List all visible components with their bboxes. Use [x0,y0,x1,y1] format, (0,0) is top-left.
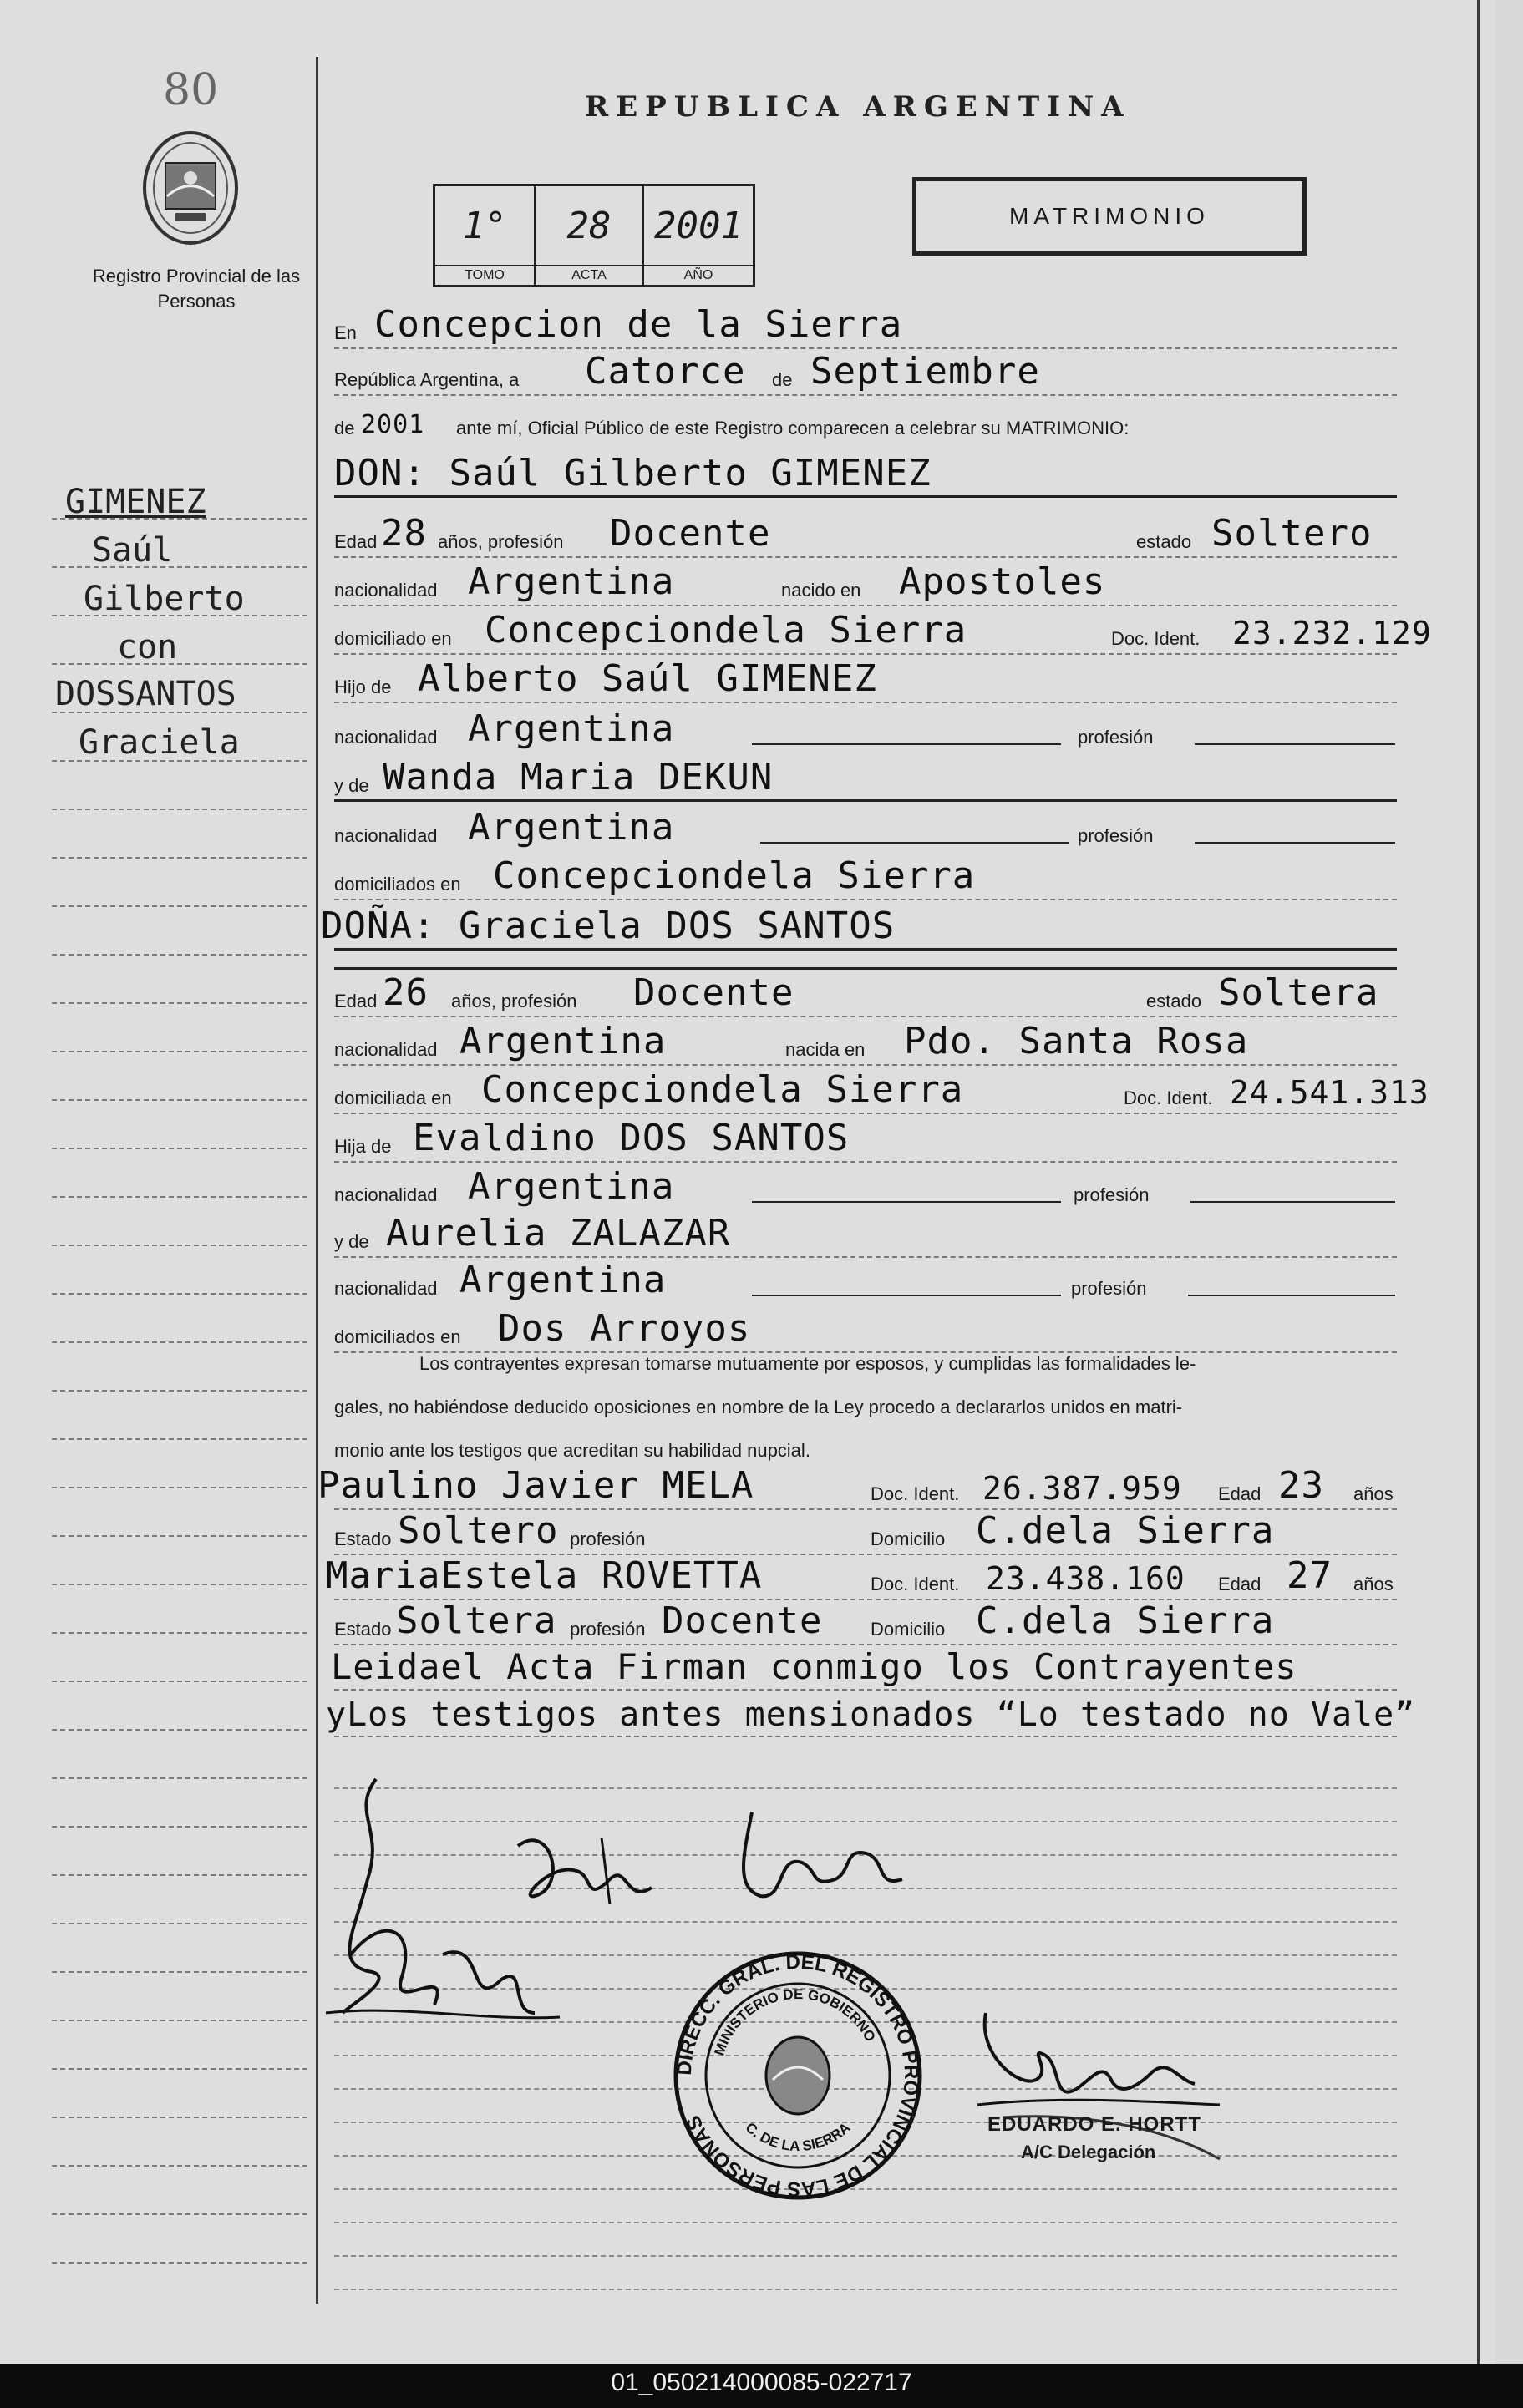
bride-father-nationality-row [334,1165,1397,1214]
bride-father-row [334,1117,1397,1166]
witness-2-profession: Docente [662,1599,823,1642]
groom-age-row [334,512,1397,561]
witness-2-details-row [334,1599,1397,1649]
declaration-line: gales, no habiéndose deducido oposiciones en nombre de la Ley procedo a declararlos unidos en matri- [334,1397,1183,1417]
label-nacionalidad: nacionalidad [334,727,438,748]
label-anos: años [1353,1483,1394,1504]
groom-father-row [334,657,1397,707]
margin-ruled-line [52,1051,307,1052]
label-nacida: nacida en [785,1039,866,1060]
margin-ruled-line [52,1438,307,1440]
closing-row [326,1696,1416,1741]
label-domiciliada: domiciliada en [334,1087,452,1108]
declaration-line: monio ante los testigos que acreditan su habilidad nupcial. [334,1440,810,1461]
bride-heading-row [321,905,1397,954]
groom-age: 28 [381,512,427,555]
date-year: 2001 [361,410,425,439]
label-profesion: profesión [570,1619,646,1640]
tomo-label: TOMO [435,265,534,283]
stamp-inner-text: MINISTERIO DE GOBIERNO [711,1985,879,2058]
groom-name: DON: Saúl Gilberto GIMENEZ [334,452,932,494]
margin-ruled-line [52,1245,307,1246]
bride-parents-domicile-row [334,1307,1397,1356]
appearance-statement: ante mí, Oficial Público de este Registro comparecen a celebrar su MATRIMONIO: [456,418,1130,439]
ruled-line [334,2222,1397,2223]
declaration-line: Los contrayentes expresan tomarse mutuamente por esposos, y cumplidas las formalidades le- [419,1353,1196,1374]
margin-ruled-line [52,2020,307,2021]
bride-doc: 24.541.313 [1230,1074,1429,1111]
label-estado: estado [1146,991,1202,1011]
label-doc: Doc. Ident. [871,1574,960,1594]
margin-ruled-line [52,2262,307,2264]
label-anos-profesion: años, profesión [438,531,564,552]
groom-domicile: Concepciondela Sierra [485,609,967,651]
label-nacionalidad: nacionalidad [334,1039,438,1060]
label-doc: Doc. Ident. [871,1483,960,1504]
margin-ruled-line [52,1099,307,1101]
margin-ruled-line [52,566,307,568]
bride-mother-row [334,1212,1397,1261]
official-name: EDUARDO E. HORTT [987,2113,1201,2136]
margin-ruled-line [52,1971,307,1973]
label-domiciliado: domiciliado en [334,628,452,649]
groom-nationality-row [334,560,1397,610]
label-yde: y de [334,1231,369,1252]
groom-domicile-row [334,609,1432,658]
label-nacido: nacido en [781,580,861,601]
label-estado: Estado [334,1619,392,1640]
label-profesion: profesión [1078,825,1154,846]
witness-1-domicile: C.dela Sierra [976,1509,1275,1552]
acta-cell [536,186,644,285]
label-estado: estado [1136,531,1192,552]
bride-father-nationality: Argentina [468,1165,675,1208]
groom-father-nationality-row [334,707,1397,757]
margin-ruled-line [52,1826,307,1828]
tomo-value: 1° [462,205,507,247]
witness-1-name: Paulino Javier MELA [317,1464,754,1507]
margin-ruled-line [52,1632,307,1634]
country-title: REPUBLICA ARGENTINA [585,90,1131,124]
margin-note-line: Gilberto [84,580,245,618]
label-domicilio: Domicilio [871,1528,946,1549]
official-role: A/C Delegación [1021,2142,1156,2162]
witness-1-doc: 26.387.959 [982,1470,1182,1507]
margin-ruled-line [52,857,307,859]
label-yde: y de [334,775,369,796]
closing-row [331,1646,1397,1694]
bride-parents-domicile: Dos Arroyos [498,1307,751,1350]
label-domiciliados: domiciliados en [334,1326,461,1347]
margin-ruled-line [52,2117,307,2118]
groom-profession: Docente [610,512,771,555]
section-divider [334,967,1397,970]
witness-1-civil-status: Soltero [398,1509,559,1552]
label-domiciliados: domiciliados en [334,874,461,895]
label-profesion: profesión [570,1528,646,1549]
witness-1-details-row [334,1509,1397,1559]
margin-ruled-line [52,1729,307,1731]
year-value: 2001 [654,205,743,247]
acta-label: ACTA [536,265,642,283]
tomo-cell [435,186,536,285]
acta-value: 28 [566,205,612,247]
label-doc: Doc. Ident. [1124,1087,1213,1108]
label-nacionalidad: nacionalidad [334,580,438,601]
margin-note-surname: GIMENEZ [65,483,206,521]
stamp-bottom-text: C. DE LA SIERRA [742,2119,854,2155]
label-nacionalidad: nacionalidad [334,1184,438,1205]
label-profesion: profesión [1078,727,1154,748]
closing-line: Leidael Acta Firman conmigo los Contrayentes [331,1646,1297,1687]
act-type-box: MATRIMONIO [912,177,1307,256]
bride-father: Evaldino DOS SANTOS [413,1117,850,1159]
folio-number: 80 [163,65,219,115]
groom-father: Alberto Saúl GIMENEZ [418,657,877,700]
bride-name: DOÑA: Graciela DOS SANTOS [321,905,896,947]
witness-1-age: 23 [1278,1464,1324,1507]
groom-mother-nationality-row [334,806,1397,855]
margin-ruled-line [52,1923,307,1924]
margin-ruled-line [52,954,307,956]
label-en: En [334,322,357,343]
bride-civil-status: Soltera [1218,971,1379,1014]
margin-ruled-line [52,2213,307,2215]
margin-ruled-line [52,2068,307,2070]
tomo-acta-year-box [433,184,755,287]
label-anos-profesion: años, profesión [451,991,577,1011]
label-doc: Doc. Ident. [1111,628,1201,649]
margin-ruled-line [52,1535,307,1537]
label-republica: República Argentina, a [334,369,520,390]
bride-mother-nationality-row [334,1259,1397,1308]
margin-ruled-line [52,905,307,907]
bride-age-row [334,971,1397,1021]
registry-name: Registro Provincial de las Personas [92,266,301,312]
label-edad: Edad [334,991,378,1011]
ruled-line [334,2255,1397,2257]
label-estado: Estado [334,1528,392,1549]
statement-row [334,403,1397,448]
margin-ruled-line [52,1681,307,1682]
label-profesion: profesión [1071,1278,1147,1299]
page-edge [1477,0,1480,2364]
margin-ruled-line [52,2165,307,2167]
witness-signature-icon [718,1804,919,1913]
witness-2-doc: 23.438.160 [986,1560,1185,1597]
witness-2-age: 27 [1287,1554,1333,1597]
bride-profession: Docente [633,971,794,1014]
file-id: 01_050214000085-022717 [611,2369,912,2396]
margin-ruled-line [52,1002,307,1004]
label-edad: Edad [334,531,378,552]
label-edad: Edad [1218,1574,1262,1594]
label-hijo: Hijo de [334,677,392,697]
margin-ruled-line [52,1487,307,1488]
label-nacionalidad: nacionalidad [334,1278,438,1299]
place-row [334,303,1397,352]
margin-ruled-line [52,1777,307,1779]
witness-2-domicile: C.dela Sierra [976,1599,1275,1642]
stamp-outer-text: DIRECC. GRAL. DEL REGISTRO PROVINCIAL DE LAS PERSONAS [673,1950,923,2201]
closing-line: yLos testigos antes mensionados “Lo testado no Vale” [326,1696,1416,1734]
bride-age: 26 [383,971,429,1014]
bride-domicile-row [334,1068,1429,1118]
groom-parents-domicile: Concepciondela Sierra [493,854,976,897]
margin-ruled-line [52,1584,307,1585]
margin-ruled-line [52,809,307,810]
margin-ruled-line [52,1390,307,1392]
margin-note-line: DOSSANTOS [55,675,236,713]
place-city: Concepcion de la Sierra [374,303,903,346]
witness-2-row [326,1554,1397,1604]
date-day: Catorce [585,350,746,393]
witness-2-name: MariaEstela ROVETTA [326,1554,763,1597]
margin-ruled-line [52,1196,307,1198]
bride-domicile: Concepciondela Sierra [481,1068,964,1111]
groom-birthplace: Apostoles [899,560,1106,603]
groom-doc: 23.232.129 [1232,615,1432,651]
label-edad: Edad [1218,1483,1262,1504]
margin-ruled-line [52,663,307,665]
witness-signature-icon [501,1812,668,1921]
label-profesion: profesión [1074,1184,1150,1205]
margin-ruled-line [52,1148,307,1149]
label-anos: años [1353,1574,1394,1594]
date-month: Septiembre [810,350,1040,393]
groom-father-nationality: Argentina [468,707,675,750]
margin-ruled-line [52,1293,307,1295]
bride-nationality: Argentina [459,1020,667,1062]
year-label: AÑO [644,265,753,283]
date-row [334,350,1397,399]
official-stamp-icon [673,1950,923,2201]
label-de: de [772,369,793,390]
bride-nationality-row [334,1020,1397,1069]
groom-heading-row [334,452,1397,501]
groom-civil-status: Soltero [1211,512,1373,555]
witness-1-row [317,1464,1397,1513]
groom-mother-row [334,756,1397,805]
bride-mother: Aurelia ZALAZAR [386,1212,731,1255]
label-nacionalidad: nacionalidad [334,825,438,846]
margin-note-line: Graciela [79,723,240,762]
provincial-seal-icon [140,129,241,246]
year-cell [644,186,753,285]
witness-2-civil-status: Soltera [396,1599,557,1642]
svg-text:C. DE LA SIERRA [743,2119,854,2154]
label-year-prefix: de [334,418,355,439]
groom-mother: Wanda Maria DEKUN [383,756,774,798]
groom-nationality: Argentina [468,560,675,603]
label-hija: Hija de [334,1136,392,1157]
groom-mother-nationality: Argentina [468,806,675,849]
margin-note-line: con [117,628,178,667]
bride-birthplace: Pdo. Santa Rosa [904,1020,1249,1062]
margin-ruled-line [52,1874,307,1876]
margin-note-line: Saúl [92,531,173,570]
groom-parents-domicile-row [334,854,1397,904]
bride-mother-nationality: Argentina [459,1259,667,1301]
label-domicilio: Domicilio [871,1619,946,1640]
margin-ruled-line [52,1341,307,1343]
ruled-line [334,2289,1397,2290]
